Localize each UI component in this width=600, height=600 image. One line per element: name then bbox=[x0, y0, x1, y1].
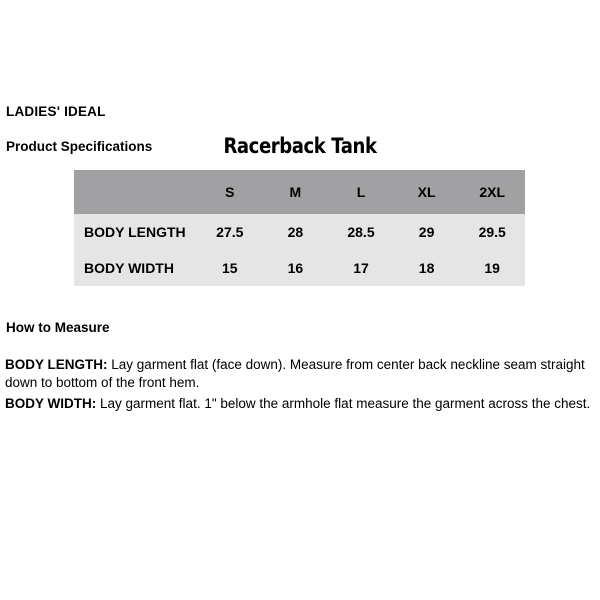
body-length-value-2xl: 29.5 bbox=[478, 224, 506, 240]
row-label: BODY LENGTH bbox=[84, 224, 186, 240]
table-row-body-width bbox=[74, 250, 525, 286]
body-width-instruction bbox=[5, 395, 597, 413]
table-row-body-length bbox=[74, 214, 525, 250]
table-header-row bbox=[74, 170, 525, 214]
measure-instructions bbox=[5, 356, 597, 416]
body-width-value-xl: 18 bbox=[418, 260, 435, 276]
body-length-instruction bbox=[5, 356, 597, 392]
body-length-value-l: 28.5 bbox=[347, 224, 375, 240]
body-length-instruction-text: Lay garment flat (face down). Measure from center back neckline seam straight down to bottom of the front hem. bbox=[5, 357, 585, 390]
body-length-value-m: 28 bbox=[287, 224, 304, 240]
body-width-instruction-term: BODY WIDTH: bbox=[5, 396, 97, 411]
product-title: Racerback Tank bbox=[223, 134, 377, 158]
table-corner-cell bbox=[74, 170, 197, 214]
body-width-value-l: 17 bbox=[353, 260, 369, 276]
size-column-header-xl: XL bbox=[417, 184, 436, 200]
size-column-header-m: M bbox=[289, 184, 302, 200]
body-width-value-m: 16 bbox=[287, 260, 304, 276]
size-column-header-2xl: 2XL bbox=[479, 184, 506, 200]
body-width-value-2xl: 19 bbox=[484, 260, 500, 276]
body-length-value-s: 27.5 bbox=[216, 224, 244, 240]
row-label: BODY WIDTH bbox=[84, 260, 174, 276]
body-width-value-s: 15 bbox=[222, 260, 238, 276]
how-to-measure-heading: How to Measure bbox=[6, 320, 110, 335]
size-column-header-s: S bbox=[225, 184, 235, 200]
size-spec-table bbox=[74, 170, 525, 286]
section-label: Product Specifications bbox=[6, 139, 153, 154]
size-column-header-l: L bbox=[356, 184, 366, 200]
body-length-instruction-term: BODY LENGTH: bbox=[5, 357, 108, 372]
brand-name: LADIES' IDEAL bbox=[6, 104, 106, 119]
body-length-value-xl: 29 bbox=[418, 224, 435, 240]
body-width-instruction-text: Lay garment flat. 1" below the armhole flat measure the garment across the chest. bbox=[100, 396, 591, 411]
